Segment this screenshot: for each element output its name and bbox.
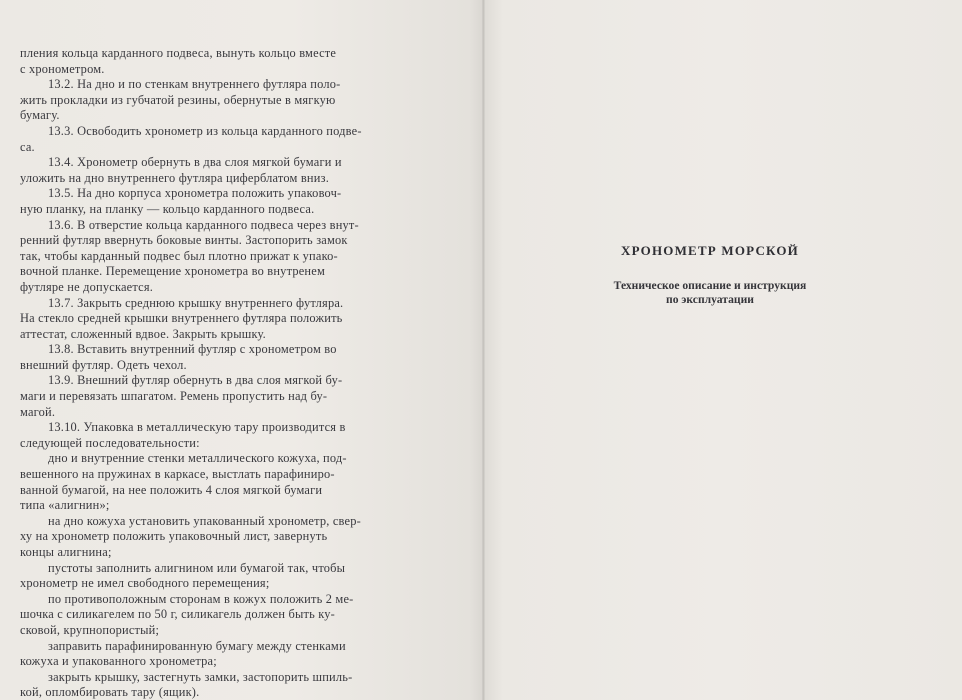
paragraph xyxy=(20,46,448,77)
text-line: внешний футляр. Одеть чехол. xyxy=(20,357,187,372)
text-line: 13.2. На дно и по стенкам внутреннего футляра поло- xyxy=(48,77,341,92)
paragraph xyxy=(20,639,448,670)
text-line: 13.9. Внешний футляр обернуть в два слоя мягкой бу- xyxy=(48,373,343,388)
text-line: на дно кожуха установить упакованный хронометр, свер- xyxy=(48,513,361,528)
text-line: 13.7. Закрыть среднюю крышку внутреннего футляра. xyxy=(48,295,344,310)
text-line: 13.6. В отверстие кольца карданного подвеса через внут- xyxy=(48,217,359,232)
document-subtitle-line1: Техническое описание и инструкция xyxy=(613,279,807,292)
text-line: На стекло средней крышки внутреннего футляра положить xyxy=(20,311,343,326)
text-line: пления кольца карданного подвеса, вынуть кольцо вместе xyxy=(20,46,337,60)
paragraph xyxy=(20,670,448,700)
text-line: футляре не допускается. xyxy=(20,279,154,294)
text-line: кожуха и упакованного хронометра; xyxy=(20,654,217,669)
text-line: ху на хронометр положить упаковочный лист, завернуть xyxy=(20,529,328,544)
text-line: вешенного на пружинах в каркасе, выстлать парафиниро- xyxy=(20,467,335,482)
paragraph xyxy=(20,218,448,296)
text-line: по противоположным сторонам в кожух положить 2 ме- xyxy=(48,591,354,606)
text-line: шочка с силикагелем по 50 г, силикагель должен быть ку- xyxy=(20,607,336,622)
text-line: уложить на дно внутреннего футляра циферблатом вниз. xyxy=(20,170,329,185)
text-line: с хронометром. xyxy=(20,61,105,76)
text-line: маги и перевязать шпагатом. Ремень пропустить над бу- xyxy=(20,389,328,404)
text-line: дно и внутренние стенки металлического кожуха, под- xyxy=(48,451,347,466)
text-line: ванной бумагой, на нее положить 4 слоя мягкой бумаги xyxy=(20,482,323,497)
text-line: аттестат, сложенный вдвое. Закрыть крышку. xyxy=(20,326,266,341)
paragraph xyxy=(20,186,448,217)
text-line: следующей последовательности: xyxy=(20,435,200,450)
paragraph xyxy=(20,420,448,451)
text-line: жить прокладки из губчатой резины, обернутые в мягкую xyxy=(20,92,336,107)
paragraph xyxy=(20,342,448,373)
paragraph xyxy=(20,77,448,124)
document-subtitle-line2: по эксплуатации xyxy=(666,293,754,306)
document-title: ХРОНОМЕТР МОРСКОЙ xyxy=(621,243,799,258)
text-line: 13.3. Освободить хронометр из кольца карданного подве- xyxy=(48,123,362,138)
page-fold xyxy=(482,0,485,700)
text-line: сковой, крупнопористый; xyxy=(20,622,160,637)
text-line: вочной планке. Перемещение хронометра во внутренем xyxy=(20,264,326,279)
text-line: типа «алигнин»; xyxy=(20,498,110,513)
paragraph xyxy=(20,514,448,561)
paragraph xyxy=(20,296,448,343)
text-line: ренний футляр ввернуть боковые винты. Застопорить замок xyxy=(20,233,348,248)
text-line: так, чтобы карданный подвес был плотно прижат к упако- xyxy=(20,248,338,263)
text-line: пустоты заполнить алигнином или бумагой так, чтобы xyxy=(48,560,346,575)
instruction-text xyxy=(20,46,448,700)
text-line: ную планку, на планку — кольцо карданного подвеса. xyxy=(20,201,315,216)
text-line: заправить парафинированную бумагу между стенками xyxy=(48,638,346,653)
title-block xyxy=(560,243,860,307)
text-line: кой, опломбировать тару (ящик). xyxy=(20,685,200,700)
text-line: закрыть крышку, застегнуть замки, застопорить шпиль- xyxy=(48,669,353,684)
text-line: магой. xyxy=(20,404,56,419)
text-line: бумагу. xyxy=(20,108,60,123)
text-line: 13.10. Упаковка в металлическую тару производится в xyxy=(48,420,346,435)
text-line: са. xyxy=(20,139,35,154)
text-line: 13.5. На дно корпуса хронометра положить упаковоч- xyxy=(48,186,342,201)
text-line: концы алигнина; xyxy=(20,545,112,559)
right-page xyxy=(484,0,962,700)
paragraph xyxy=(20,561,448,592)
text-line: 13.8. Вставить внутренний футляр с хронометром во xyxy=(48,342,337,357)
paragraph xyxy=(20,155,448,186)
text-line: 13.4. Хронометр обернуть в два слоя мягкой бумаги и xyxy=(48,155,342,170)
paragraph xyxy=(20,124,448,155)
paragraph xyxy=(20,373,448,420)
paragraph xyxy=(20,451,448,513)
paragraph xyxy=(20,592,448,639)
text-line: хронометр не имел свободного перемещения; xyxy=(20,576,270,591)
